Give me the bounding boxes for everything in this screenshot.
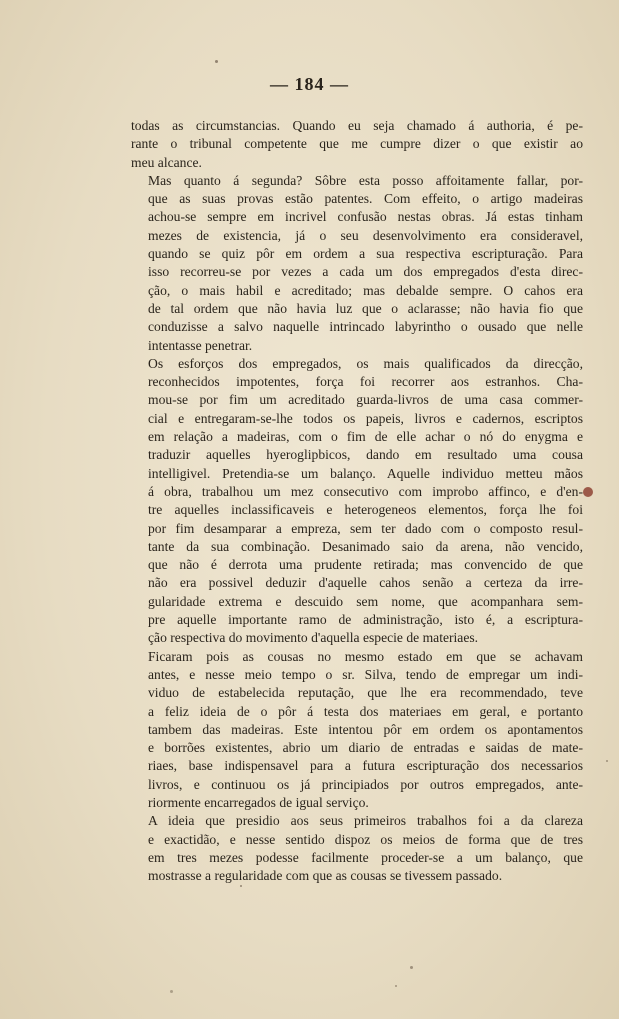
page-number: — 184 —	[270, 74, 349, 94]
paragraph	[131, 812, 583, 885]
paper-speck	[395, 985, 397, 987]
paragraph	[131, 355, 583, 648]
text-line: em tres mezes podesse facilmente proceder-se a um balanço, que	[148, 849, 583, 865]
text-line: mezes de existencia, já o seu desenvolvimento era consideravel,	[148, 227, 583, 243]
paper-speck	[606, 760, 608, 762]
text-line: tante da sua combinação. Desanimado saio da arena, não vencido,	[148, 538, 583, 554]
text-line: livros, e continuou os já principiados por outros empregados, ante-	[148, 776, 583, 792]
text-line: traduzir aquelles hyeroglipbicos, dando em resultado uma cousa	[148, 447, 583, 463]
text-line: e exactidão, e nesse sentido dispoz os meios de forma que de tres	[148, 831, 583, 847]
text-line: A ideia que presidio aos seus primeiros trabalhos foi a da clareza	[148, 813, 583, 829]
text-line: viduo de estabelecida reputação, que lhe era recommendado, teve	[148, 685, 583, 701]
text-line: em relação a madeiras, com o fim de elle achar o nó do enygma e	[148, 429, 583, 445]
text-line: meu alcance.	[131, 154, 202, 170]
text-line: reconhecidos impotentes, força foi recorrer aos estranhos. Cha-	[148, 374, 583, 390]
text-line: não era possivel deduzir d'aquelle cahos senão a certeza da irre-	[148, 575, 583, 591]
text-line: gularidade extrema e descuido sem nome, que acompanhara sem-	[148, 593, 583, 609]
text-line: de tal ordem que não havia luz que o aclarasse; não havia fio que	[148, 300, 583, 316]
text-line: rante o tribunal competente que me cumpre dizer o que existir ao	[131, 136, 583, 152]
text-line: á obra, trabalhou um mez consecutivo com improbo affinco, e d'en-	[148, 483, 583, 499]
text-line: riormente encarregados de igual serviço.	[148, 794, 369, 810]
text-line: achou-se sempre em incrivel confusão nestas obras. Já estas tinham	[148, 209, 583, 225]
text-line: a feliz ideia de o pôr á testa dos materiaes em geral, e portanto	[148, 703, 583, 719]
text-line: pre aquelle importante ramo de administração, isto é, a escriptura-	[148, 612, 583, 628]
text-line: antes, e nesse meio tempo o sr. Silva, tendo de empregar um indi-	[148, 666, 583, 682]
text-line: ção, o mais habil e acreditado; mas debalde sempre. O cahos era	[148, 282, 583, 298]
text-line: mou-se por fim um acreditado guarda-livros de uma casa commer-	[148, 392, 583, 408]
ink-stain	[583, 487, 593, 497]
text-line: por fim desamparar a empreza, sem ter dado com o composto resul-	[148, 520, 583, 536]
text-line: que não é derrota uma prudente retirada; mas convencido de que	[148, 557, 583, 573]
text-line: Os esforços dos empregados, os mais qualificados da direcção,	[148, 355, 583, 371]
text-line: Mas quanto á segunda? Sôbre esta posso affoitamente fallar, por-	[148, 172, 583, 188]
text-line: mostrasse a regularidade com que as cousas se tivessem passado.	[148, 868, 503, 884]
paper-speck	[240, 885, 242, 887]
text-line: cial e entregaram-se-lhe todos os papeis, livros e cadernos, escriptos	[148, 410, 583, 426]
paragraph	[131, 648, 583, 813]
text-line: riaes, base indispensavel para a futura escripturação dos necessarios	[148, 758, 583, 774]
paper-speck	[215, 60, 218, 63]
paper-speck	[170, 990, 173, 993]
text-line: tre aquelles inclassificaveis e heterogeneos elementos, força lhe foi	[148, 502, 583, 518]
text-line: ção respectiva do movimento d'aquella especie de materiaes.	[148, 630, 479, 646]
text-line: quando se quiz pôr em ordem a sua respectiva escripturação. Para	[148, 246, 583, 262]
text-line: tambem das madeiras. Este intentou pôr em ordem os apontamentos	[148, 721, 583, 737]
text-line: intelligivel. Pretendia-se um balanço. Aquelle individuo metteu mãos	[148, 465, 583, 481]
text-line: isso recorreu-se por vezes a cada um dos empregados d'esta direc-	[148, 264, 583, 280]
text-line: Ficaram pois as cousas no mesmo estado em que se achavam	[148, 648, 583, 664]
paragraph	[131, 117, 583, 172]
text-line: todas as circumstancias. Quando eu seja chamado á authoria, é pe-	[131, 118, 583, 133]
text-line: que as suas provas estão patentes. Com effeito, o artigo madeiras	[148, 191, 583, 207]
body-text	[131, 117, 583, 885]
text-line: e borrões existentes, abrio um diario de entradas e saidas de mate-	[148, 740, 583, 756]
text-line: intentasse penetrar.	[148, 337, 253, 353]
text-line: conduzisse a salvo naquelle intrincado labyrintho o ousado que nelle	[148, 319, 583, 335]
paper-speck	[410, 966, 413, 969]
paragraph	[131, 172, 583, 355]
